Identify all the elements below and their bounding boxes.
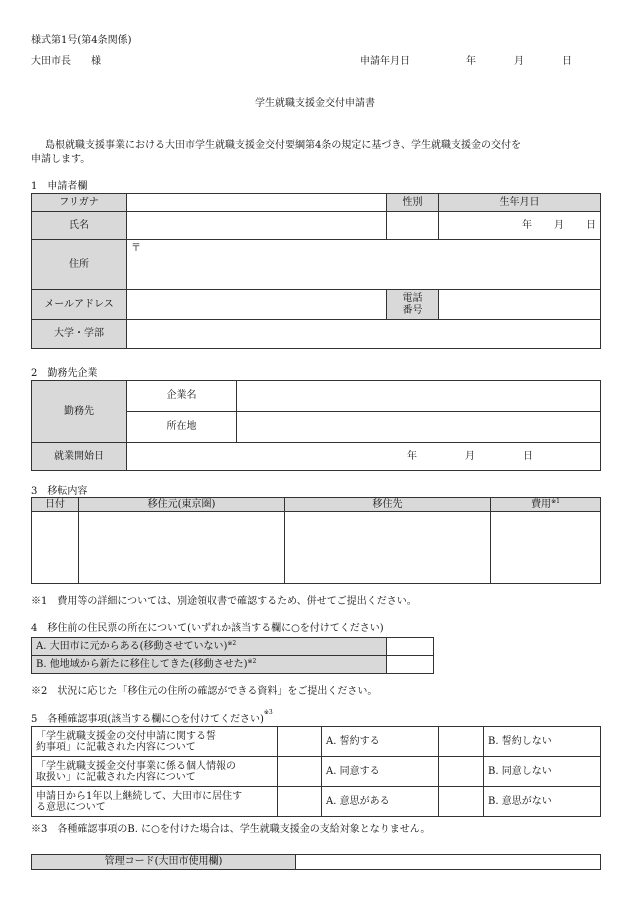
relocation-table [31, 497, 601, 584]
section4-heading: 4 移住前の住民票の所在について(いずれか該当する欄に○を付けてください) [31, 623, 384, 634]
note2: ※2 状況に応じた「移住元の住所の確認ができる資料」をご提出ください。 [31, 686, 378, 697]
start-month: 月 [465, 450, 475, 462]
admin-code-table [31, 854, 601, 870]
admin-code-field [296, 855, 601, 870]
confirm-row2-a: A. 同意する [322, 757, 439, 787]
intro-text-line2: 申請します。 [31, 154, 91, 165]
confirm-row3-line2: る意思について [36, 801, 106, 813]
col-to-header: 移住先 [285, 498, 491, 512]
start-day: 日 [523, 450, 533, 462]
address-label: 住所 [32, 240, 127, 290]
application-year: 年 [466, 56, 476, 67]
col-cost-sup: ※1 [551, 497, 560, 505]
workplace-label: 勤務先 [32, 381, 127, 443]
confirm-row1-a: A. 誓約する [322, 727, 439, 757]
workplace-table [31, 380, 601, 471]
from-field[interactable] [79, 512, 285, 584]
phone-label-line2: 番号 [402, 304, 423, 316]
postal-mark: 〒 [131, 243, 141, 254]
confirm-row3-label [32, 787, 278, 817]
section3-heading: 3 移転内容 [31, 486, 88, 497]
option-a-sup: ※2 [227, 639, 237, 647]
name-field[interactable] [127, 212, 387, 240]
col-date-header: 日付 [32, 498, 79, 512]
section5-heading-text: 5 各種確認事項(該当する欄に○を付けてください) [31, 714, 264, 725]
gender-label: 性別 [387, 194, 439, 212]
furigana-field[interactable] [127, 194, 387, 212]
start-date-field[interactable] [127, 443, 601, 471]
birthdate-label: 生年月日 [439, 194, 601, 212]
date-field[interactable] [32, 512, 79, 584]
intro-text-line1: 島根就職支援事業における大田市学生就職支援金交付要綱第4条の規定に基づき、学生就職支援金の交付を [45, 140, 521, 151]
confirm-row2-line2: 取扱い」に記載された内容について [36, 771, 196, 783]
confirm-row2-line1: 「学生就職支援金交付事業に係る個人情報の [36, 760, 236, 772]
confirm-row1-b: B. 誓約しない [484, 727, 601, 757]
birth-month: 月 [554, 219, 564, 231]
location-label: 所在地 [127, 412, 237, 443]
document-title: 学生就職支援金交付申請書 [255, 98, 375, 109]
confirmation-table [31, 726, 601, 817]
email-label: メールアドレス [32, 290, 127, 320]
confirm-row2-b-check[interactable] [439, 757, 484, 787]
confirm-row3-b-check[interactable] [439, 787, 484, 817]
option-a-text: A. 大田市に元からある(移動させていない) [36, 640, 228, 652]
birth-day: 日 [586, 219, 596, 231]
location-field[interactable] [237, 412, 601, 443]
phone-label [387, 290, 439, 320]
confirm-row2-b: B. 同意しない [484, 757, 601, 787]
application-day: 日 [562, 56, 572, 67]
section1-heading: 1 申請者欄 [31, 181, 88, 192]
to-field[interactable] [285, 512, 491, 584]
section5-heading [31, 710, 273, 725]
confirm-row1-a-check[interactable] [278, 727, 322, 757]
gender-field[interactable] [387, 212, 439, 240]
application-date-label: 申請年月日 [360, 56, 410, 67]
company-name-label: 企業名 [127, 381, 237, 412]
confirm-row1-label [32, 727, 278, 757]
address-field[interactable] [127, 240, 601, 290]
col-from-header: 移住元(東京圏) [79, 498, 285, 512]
birth-year: 年 [522, 219, 532, 231]
name-label: 氏名 [32, 212, 127, 240]
email-field[interactable] [127, 290, 387, 320]
confirm-row3-a-check[interactable] [278, 787, 322, 817]
start-date-label: 就業開始日 [32, 443, 127, 471]
confirm-row3-line1: 申請日から1年以上継続して、大田市に居住す [36, 790, 243, 802]
birthdate-field[interactable] [439, 212, 601, 240]
confirm-row2-label [32, 757, 278, 787]
col-cost-label: 費用 [531, 498, 552, 510]
residence-table [31, 637, 434, 674]
confirm-row1-b-check[interactable] [439, 727, 484, 757]
option-b-text: B. 他地域から新たに移住してきた(移動させた) [36, 658, 248, 670]
application-month: 月 [514, 56, 524, 67]
option-b-sup: ※2 [247, 657, 257, 665]
phone-field[interactable] [439, 290, 601, 320]
furigana-label: フリガナ [32, 194, 127, 212]
confirm-row2-a-check[interactable] [278, 757, 322, 787]
confirm-row3-a: A. 意思がある [322, 787, 439, 817]
option-a-label [32, 638, 387, 656]
addressee: 大田市長 様 [31, 56, 101, 67]
admin-code-label: 管理コード(大田市使用欄) [32, 855, 296, 870]
confirm-row1-line2: 約事項」に記載された内容について [36, 741, 196, 753]
cost-field[interactable] [491, 512, 601, 584]
col-cost-header [491, 498, 601, 512]
option-a-check[interactable] [387, 638, 434, 656]
company-name-field[interactable] [237, 381, 601, 412]
form-number: 様式第1号(第4条関係) [31, 35, 132, 46]
applicant-table [31, 193, 601, 349]
confirm-row1-line1: 「学生就職支援金の交付申請に関する誓 [36, 730, 216, 742]
confirm-row3-b: B. 意思がない [484, 787, 601, 817]
start-year: 年 [407, 450, 417, 462]
section5-heading-sup: ※3 [263, 709, 273, 716]
university-label: 大学・学部 [32, 320, 127, 349]
phone-label-line1: 電話 [402, 292, 423, 304]
section2-heading: 2 勤務先企業 [31, 368, 98, 379]
university-field[interactable] [127, 320, 601, 349]
note3: ※3 各種確認事項のB. に○を付けた場合は、学生就職支援金の支給対象となりません。 [31, 824, 431, 835]
option-b-check[interactable] [387, 656, 434, 674]
option-b-label [32, 656, 387, 674]
note1: ※1 費用等の詳細については、別途領収書で確認するため、併せてご提出ください。 [31, 596, 417, 607]
